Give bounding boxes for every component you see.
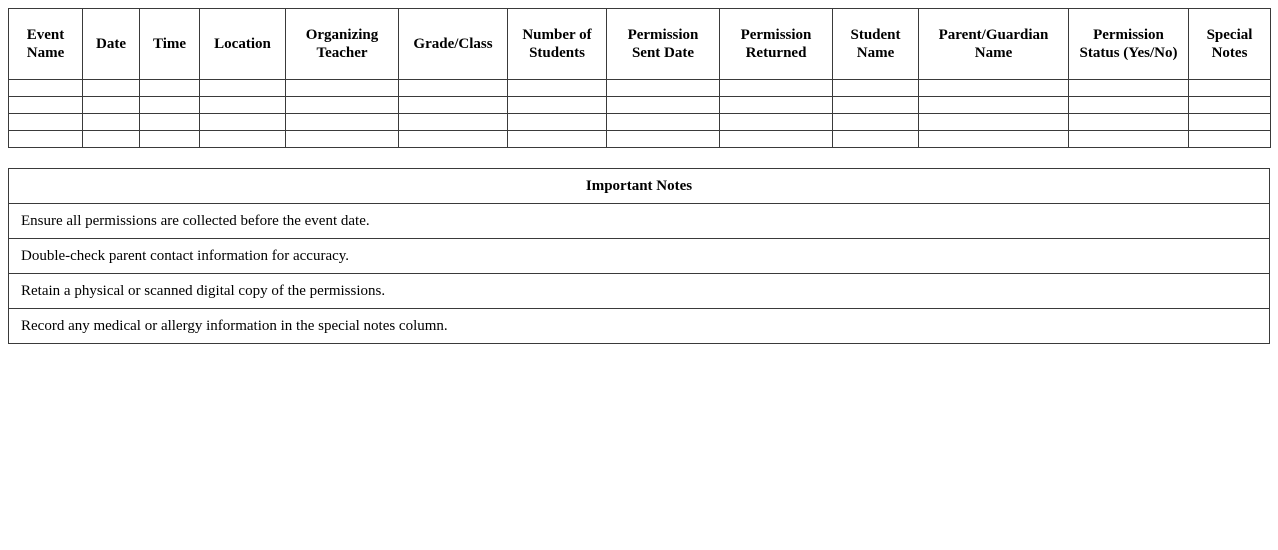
table-cell[interactable]: [83, 114, 140, 131]
table-cell[interactable]: [919, 80, 1069, 97]
header-parent-guardian-name: Parent/Guardian Name: [919, 9, 1069, 80]
table-cell[interactable]: [720, 80, 833, 97]
permission-log-body: [9, 80, 1271, 148]
note-item: Record any medical or allergy information in the special notes column.: [9, 309, 1270, 344]
table-cell[interactable]: [140, 80, 200, 97]
table-cell[interactable]: [720, 114, 833, 131]
table-row: [9, 97, 1271, 114]
note-item: Ensure all permissions are collected before the event date.: [9, 204, 1270, 239]
note-row: [9, 309, 1270, 344]
table-row: [9, 114, 1271, 131]
table-cell[interactable]: [9, 114, 83, 131]
table-cell[interactable]: [286, 131, 399, 148]
table-cell[interactable]: [9, 97, 83, 114]
table-row: [9, 131, 1271, 148]
table-cell[interactable]: [919, 114, 1069, 131]
header-time: Time: [140, 9, 200, 80]
header-location: Location: [200, 9, 286, 80]
table-cell[interactable]: [9, 131, 83, 148]
table-cell[interactable]: [9, 80, 83, 97]
table-cell[interactable]: [1069, 131, 1189, 148]
table-row: [9, 80, 1271, 97]
note-item: Retain a physical or scanned digital copy of the permissions.: [9, 274, 1270, 309]
header-row: [9, 9, 1271, 80]
table-cell[interactable]: [140, 97, 200, 114]
table-cell[interactable]: [140, 114, 200, 131]
table-cell[interactable]: [140, 131, 200, 148]
table-cell[interactable]: [286, 80, 399, 97]
important-notes-table: [8, 168, 1270, 344]
table-cell[interactable]: [720, 131, 833, 148]
table-cell[interactable]: [399, 80, 508, 97]
header-permission-status: Permission Status (Yes/No): [1069, 9, 1189, 80]
table-cell[interactable]: [83, 131, 140, 148]
table-cell[interactable]: [200, 80, 286, 97]
table-cell[interactable]: [607, 97, 720, 114]
table-cell[interactable]: [833, 114, 919, 131]
note-row: [9, 274, 1270, 309]
table-cell[interactable]: [607, 114, 720, 131]
table-cell[interactable]: [399, 114, 508, 131]
table-cell[interactable]: [399, 97, 508, 114]
header-permission-sent-date: Permission Sent Date: [607, 9, 720, 80]
table-cell[interactable]: [919, 97, 1069, 114]
note-row: [9, 204, 1270, 239]
header-organizing-teacher: Organizing Teacher: [286, 9, 399, 80]
table-cell[interactable]: [1189, 114, 1271, 131]
table-cell[interactable]: [200, 97, 286, 114]
header-number-of-students: Number of Students: [508, 9, 607, 80]
header-special-notes: Special Notes: [1189, 9, 1271, 80]
table-cell[interactable]: [83, 80, 140, 97]
table-cell[interactable]: [83, 97, 140, 114]
table-cell[interactable]: [1189, 131, 1271, 148]
table-cell[interactable]: [508, 131, 607, 148]
header-grade-class: Grade/Class: [399, 9, 508, 80]
permission-log-table: [8, 8, 1271, 148]
table-cell[interactable]: [200, 114, 286, 131]
table-cell[interactable]: [607, 80, 720, 97]
note-item: Double-check parent contact information for accuracy.: [9, 239, 1270, 274]
notes-title: Important Notes: [9, 169, 1270, 204]
table-cell[interactable]: [919, 131, 1069, 148]
table-cell[interactable]: [1069, 114, 1189, 131]
table-cell[interactable]: [286, 97, 399, 114]
header-permission-returned: Permission Returned: [720, 9, 833, 80]
table-cell[interactable]: [1189, 97, 1271, 114]
notes-title-row: [9, 169, 1270, 204]
table-cell[interactable]: [508, 97, 607, 114]
header-event-name: Event Name: [9, 9, 83, 80]
table-cell[interactable]: [720, 97, 833, 114]
table-cell[interactable]: [200, 131, 286, 148]
table-cell[interactable]: [833, 80, 919, 97]
note-row: [9, 239, 1270, 274]
table-cell[interactable]: [508, 80, 607, 97]
table-cell[interactable]: [399, 131, 508, 148]
table-cell[interactable]: [833, 131, 919, 148]
table-cell[interactable]: [607, 131, 720, 148]
table-cell[interactable]: [286, 114, 399, 131]
table-cell[interactable]: [1189, 80, 1271, 97]
table-cell[interactable]: [508, 114, 607, 131]
header-date: Date: [83, 9, 140, 80]
header-student-name: Student Name: [833, 9, 919, 80]
table-cell[interactable]: [833, 97, 919, 114]
table-cell[interactable]: [1069, 80, 1189, 97]
table-cell[interactable]: [1069, 97, 1189, 114]
